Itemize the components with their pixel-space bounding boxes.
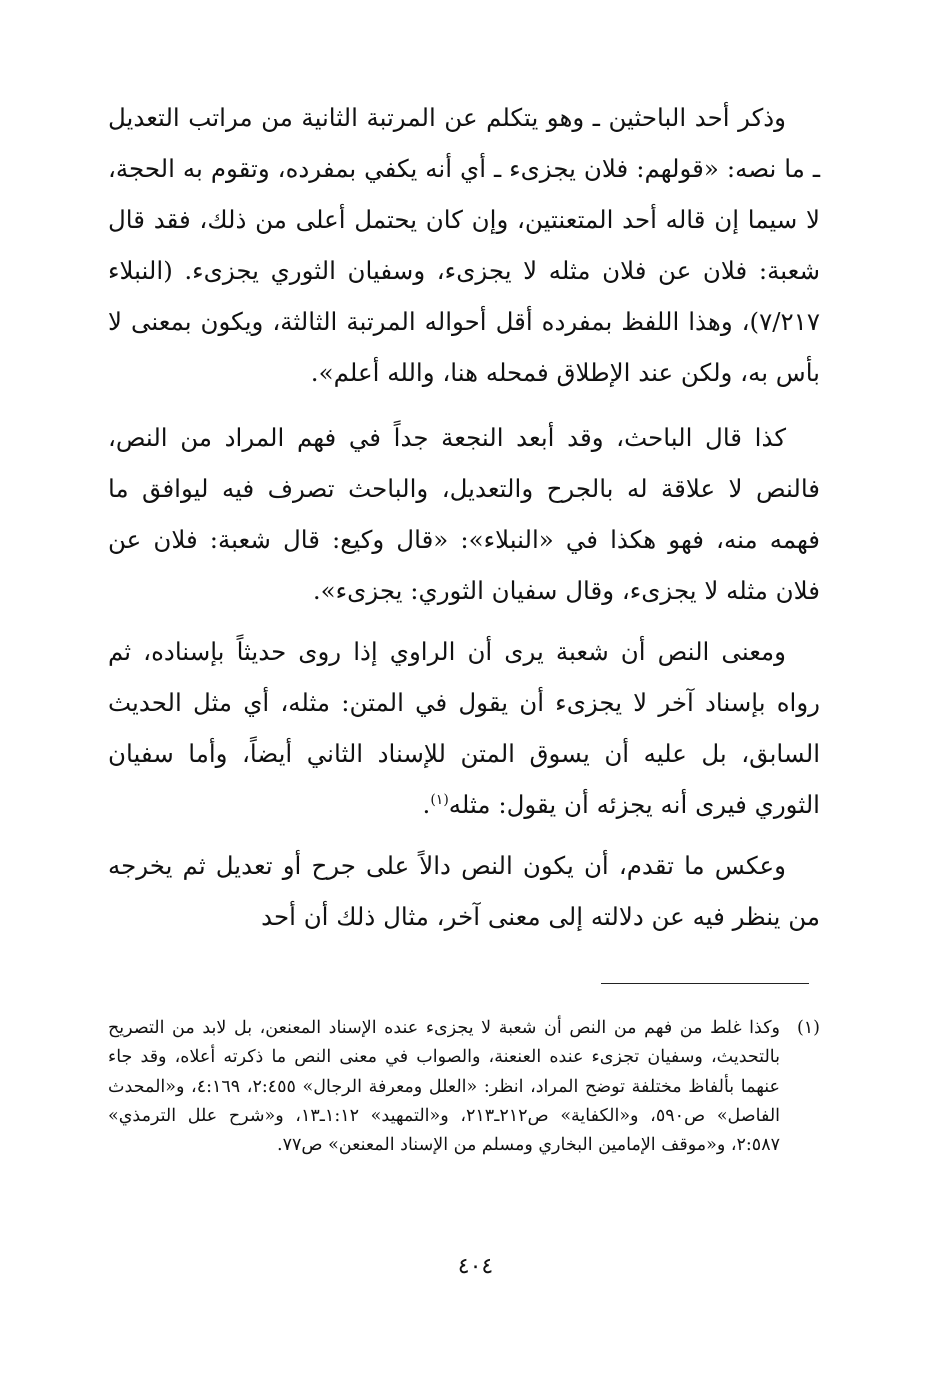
page-number: ٤٠٤ (457, 1254, 494, 1279)
footnote-text: وكذا غلط من فهم من النص أن شعبة لا يجزىء عنده الإسناد المعنعن، بل لابد من التصريح بالتحديث، وسفيان تجزىء عنده العنعنة، والصواب في معنى النص ما ذكرته أعلاه، وقد جاء عنهما بألفاظ مختلفة توضح المراد، انظر: «العلل ومعرفة الرجال» ٢:٤٥٥، ٤:١٦٩، و«المحدث الفاصل» ص٥٩٠، و«الكفاية» ص٢١٢ـ٢١٣، و«التمهيد» ١:١٢ـ١٣، و«شرح علل الترمذي» ٢:٥٨٧، و«موقف الإمامين البخاري ومسلم من الإسناد المعنعن» ص٧٧. (108, 1018, 781, 1156)
paragraph-2: كذا قال الباحث، وقد أبعد النجعة جداً في فهم المراد من النص، فالنص لا علاقة له بالجرح والتعديل، والباحث تصرف فيه ليوافق ما فهمه منه، فهو هكذا في «النبلاء»: «قال وكيع: قال شعبة: فلان عن فلان مثله لا يجزىء، وقال سفيان الثوري: يجزىء». (108, 423, 820, 605)
paragraph-4: وعكس ما تقدم، أن يكون النص دالاً على جرح أو تعديل ثم يخرجه من ينظر فيه عن دلالته إلى معنى آخر، مثال ذلك أن أحد (108, 851, 820, 931)
paragraph-3-text: ومعنى النص أن شعبة يرى أن الراوي إذا روى حديثاً بإسناده، ثم رواه بإسناد آخر لا يجزىء أن يقول في المتن: مثله، أي مثل الحديث السابق، بل عليه أن يسوق المتن للإسناد الثاني أيضاً، وأما سفيان الثوري فيرى أنه يجزئه أن يقول: مثله (108, 637, 820, 819)
main-text (108, 92, 820, 956)
footnote-number: (١) (796, 1018, 820, 1038)
footnote-separator (601, 983, 809, 984)
paragraph-1: وذكر أحد الباحثين ـ وهو يتكلم عن المرتبة الثانية من مراتب التعديل ـ ما نصه: «قولهم: فلان يجزىء ـ أي أنه يكفي بمفرده، وتقوم به الحجة، لا سيما إن قاله أحد المتعنتين، وإن كان يحتمل أعلى من ذلك، فقد قال شعبة: فلان عن فلان مثله لا يجزىء، وسفيان الثوري يجزىء. (النبلاء ٧/٢١٧)، وهذا اللفظ بمفرده أقل أحواله المرتبة الثالثة، ويكون بمعنى لا بأس به، ولكن عند الإطلاق فمحله هنا، والله أعلم». (108, 103, 820, 387)
footnote-marker: (١) (430, 791, 449, 808)
footnote-1 (108, 1014, 820, 1160)
paragraph-3: ومعنى النص أن شعبة يرى أن الراوي إذا روى حديثاً بإسناده، ثم رواه بإسناد آخر لا يجزىء أن يقول في المتن: مثله، أي مثل الحديث السابق، بل عليه أن يسوق المتن للإسناد الثاني أيضاً، وأما سفيان الثوري فيرى أنه يجزئه أن يقول: مثله$^{(١)}$. (108, 637, 820, 819)
footnotes (108, 1014, 820, 1160)
